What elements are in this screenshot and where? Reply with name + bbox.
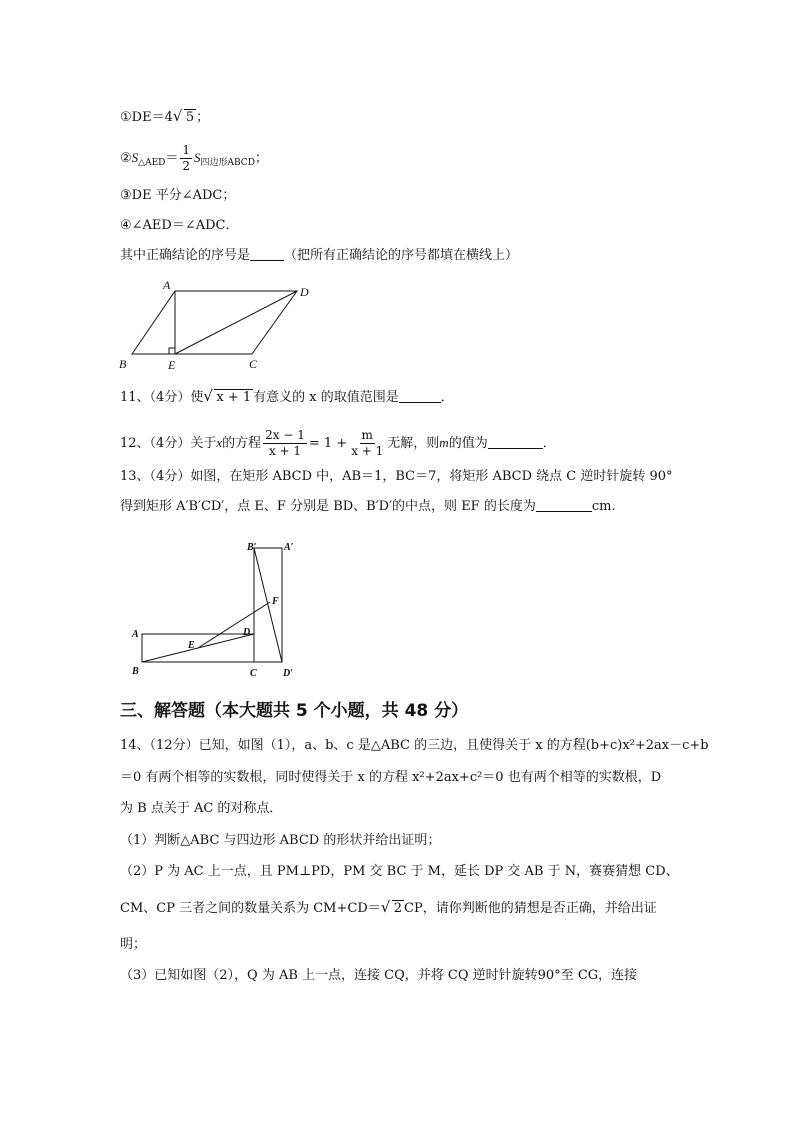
question-13-line-2: 得到矩形 A′B′CD′，点 E、F 分别是 BD、B′D′的中点，则 EF 的长度为 cm. <box>120 499 616 514</box>
question-10-answer-line: 其中正确结论的序号是 （把所有正确结论的序号都填在横线上） <box>120 248 519 263</box>
label-D: D <box>300 285 309 299</box>
label-C: C <box>250 668 257 679</box>
question-14-part-2: （2）P 为 AC 上一点，且 PM⊥PD，PM 交 BC 于 M，延长 DP 交 AB 于 N，赛赛猜想 CD、 <box>120 864 679 879</box>
conclusion-3: ③DE 平分∠ADC； <box>120 188 236 203</box>
answer-blank-10[interactable] <box>250 246 284 261</box>
label-B: B <box>119 357 127 371</box>
figure-parallelogram <box>110 278 330 376</box>
parallelogram-abcd <box>132 291 297 354</box>
segment-ef <box>198 602 270 648</box>
question-14-part-1: （1）判断△ABC 与四边形 ABCD 的形状并给出证明； <box>120 833 441 848</box>
question-14-part-3: （3）已知如图（2），Q 为 AB 上一点，连接 CQ，并将 CQ 逆时针旋转90°至 CG，连接 <box>120 968 638 983</box>
label-B: B <box>132 666 139 677</box>
conclusion-4: ④∠AED＝∠ADC． <box>120 218 239 233</box>
label-B-prime: B′ <box>247 542 257 553</box>
fraction-2x-1: $\frac{2x - 1}{x + 1}$ <box>265 428 305 458</box>
conclusion-1: ①DE＝4√ 5 ； <box>120 108 209 128</box>
label-C: C <box>249 357 258 371</box>
question-14-line-2: ＝0 有两个相等的实数根，同时使得关于 x 的方程 x²+2ax+c²＝0 也有两个相等的实数根，D <box>120 770 662 785</box>
label-A: A <box>132 629 139 640</box>
label-D: D <box>243 627 251 638</box>
answer-blank-12[interactable] <box>488 434 543 449</box>
question-12: 12、（4分）关于x的方程 $\frac{2x - 1}{x + 1}$ = 1 + $\frac{m}{x + 1}$ 无解，则m的值为 ． <box>120 428 556 458</box>
question-14-part-2-line-3: 明； <box>120 937 147 952</box>
section-heading: 三、解答题（本大题共 5 个小题，共 48 分） <box>120 701 469 721</box>
sqrt-2: √ 2 <box>383 899 404 919</box>
figure-rotated-rectangle <box>125 538 305 683</box>
label-E: E <box>168 358 176 372</box>
answer-blank-11[interactable] <box>399 388 441 403</box>
label-A: A <box>163 278 171 292</box>
question-14-part-2-line-2: CM、CP 三者之间的数量关系为 CM+CD＝√ 2 CP，请你判断他的猜想是否正确，并给出证 <box>120 899 657 919</box>
segment-ed <box>175 291 297 354</box>
fraction-m: $\frac{m}{x + 1}$ <box>351 428 384 458</box>
label-F: F <box>272 596 279 607</box>
question-14-line-3: 为 B 点关于 AC 的对称点． <box>120 801 283 816</box>
question-11: 11、（4分）使√ x + 1 有意义的 x 的取值范围是 ． <box>120 388 454 408</box>
conclusion-2: $②S_{\triangle AED}=$ $\frac{1}{2}$ $S_{四边形ABCD}$； <box>120 143 268 173</box>
sqrt-5: √ 5 <box>175 108 196 128</box>
label-E: E <box>188 640 195 651</box>
label-A-prime: A′ <box>284 542 294 553</box>
sqrt-x-plus-1: √ x + 1 <box>205 388 253 408</box>
fraction-half: $\frac{1}{2}$ <box>182 143 191 173</box>
label-D-prime: D′ <box>283 668 294 679</box>
right-angle-mark <box>169 348 175 354</box>
answer-blank-13[interactable] <box>536 497 592 512</box>
question-14-line-1: 14、（12分）已知，如图（1），a、b、c 是△ABC 的三边，且使得关于 x 的方程(b+c)x²+2ax－c+b <box>120 738 709 753</box>
question-13-line-1: 13、（4分）如图，在矩形 ABCD 中，AB＝1，BC＝7，将矩形 ABCD 绕点 C 逆时针旋转 90° <box>120 469 673 484</box>
